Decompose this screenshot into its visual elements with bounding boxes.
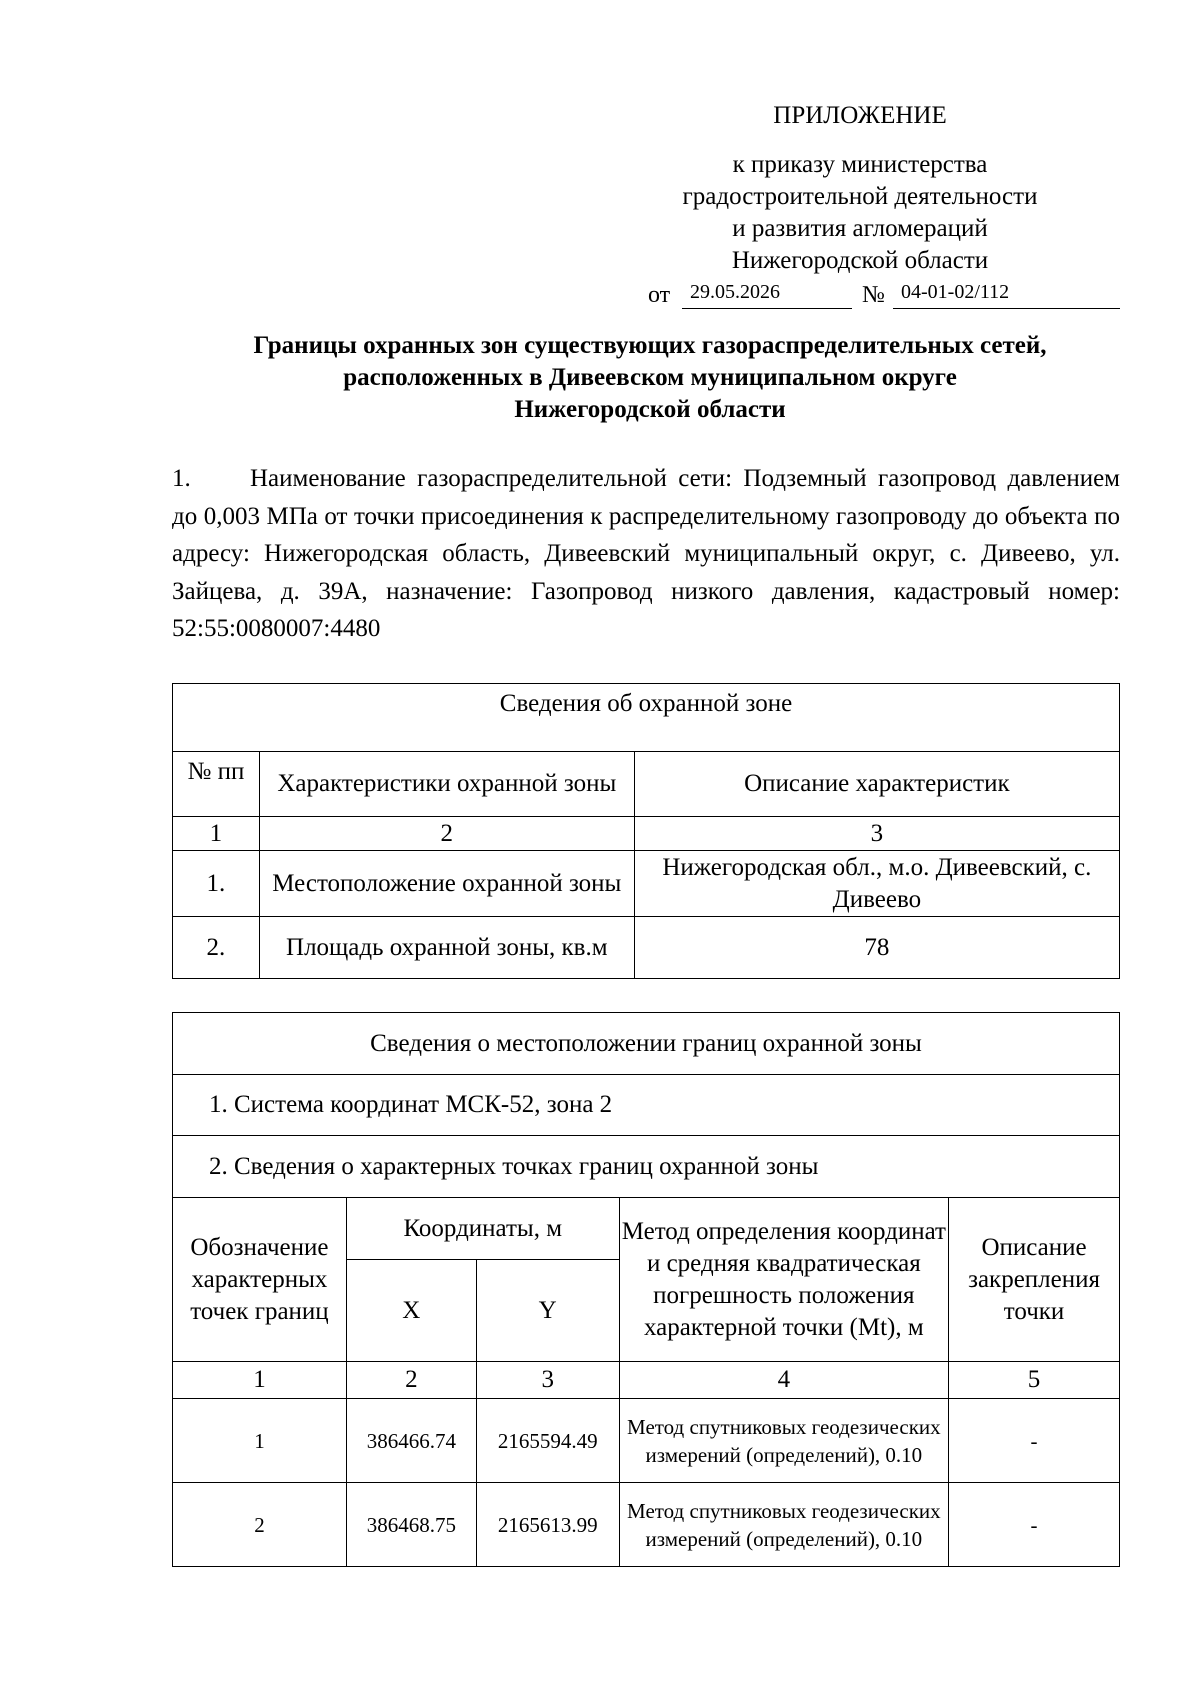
number-label: № bbox=[862, 282, 885, 308]
coords-table-caption: Сведения о местоположении границ охранной зоны bbox=[173, 1013, 1120, 1075]
point-method: Метод спутниковых геодезических измерений (определений), 0.10 bbox=[619, 1399, 948, 1483]
col-number-2: 2 bbox=[259, 817, 634, 851]
point-y: 2165594.49 bbox=[476, 1399, 619, 1483]
header-y: Y bbox=[476, 1260, 619, 1362]
col-number-5: 5 bbox=[949, 1362, 1120, 1399]
network-description bbox=[172, 460, 1120, 648]
order-date-value: 29.05.2026 bbox=[690, 281, 780, 303]
title-line-3: Нижегородской области bbox=[514, 396, 786, 423]
table-row bbox=[173, 1399, 1120, 1483]
header-index: № пп bbox=[173, 752, 260, 817]
table-row bbox=[173, 851, 1120, 917]
header-line-1: к приказу министерства bbox=[732, 151, 988, 178]
row-value: 78 bbox=[634, 917, 1119, 979]
header-line-3: и развития агломераций bbox=[732, 215, 988, 242]
zone-info-table bbox=[172, 683, 1120, 979]
coordinate-system: 1. Система координат МСК-52, зона 2 bbox=[173, 1075, 1120, 1136]
row-index: 1. bbox=[173, 851, 260, 917]
col-number-3: 3 bbox=[476, 1362, 619, 1399]
document-title bbox=[150, 330, 1150, 426]
point-description: - bbox=[949, 1399, 1120, 1483]
point-method: Метод спутниковых геодезических измерений (определений), 0.10 bbox=[619, 1483, 948, 1567]
col-number-3: 3 bbox=[634, 817, 1119, 851]
col-number-1: 1 bbox=[173, 1362, 347, 1399]
table-row bbox=[173, 1483, 1120, 1567]
point-x: 386466.74 bbox=[346, 1399, 476, 1483]
point-id: 2 bbox=[173, 1483, 347, 1567]
zone-table-caption: Сведения об охранной зоне bbox=[173, 684, 1120, 752]
header-characteristics: Характеристики охранной зоны bbox=[259, 752, 634, 817]
title-line-2: расположенных в Дивеевском муниципальном округе bbox=[343, 364, 957, 391]
header-line-2: градостроительной деятельности bbox=[682, 183, 1038, 210]
point-description: - bbox=[949, 1483, 1120, 1567]
row-value: Нижегородская обл., м.о. Дивеевский, с. Дивеево bbox=[634, 851, 1119, 917]
header-x: X bbox=[346, 1260, 476, 1362]
appendix-heading: ПРИЛОЖЕНИЕ bbox=[773, 102, 947, 129]
header-method: Метод определения координат и средняя квадратическая погрешность положения характерной точки (Mt), м bbox=[619, 1198, 948, 1362]
points-caption: 2. Сведения о характерных точках границ охранной зоны bbox=[173, 1136, 1120, 1198]
coordinates-table bbox=[172, 1012, 1120, 1567]
paragraph-number: 1. bbox=[172, 465, 191, 492]
header-fixing-description: Описание закрепления точки bbox=[949, 1198, 1120, 1362]
col-number-4: 4 bbox=[619, 1362, 948, 1399]
order-number-value: 04-01-02/112 bbox=[901, 281, 1010, 303]
row-name: Площадь охранной зоны, кв.м bbox=[259, 917, 634, 979]
table-row bbox=[173, 917, 1120, 979]
header-description: Описание характеристик bbox=[634, 752, 1119, 817]
order-date bbox=[682, 278, 852, 309]
header-line-4: Нижегородской области bbox=[731, 247, 989, 274]
row-name: Местоположение охранной зоны bbox=[259, 851, 634, 917]
from-label: от bbox=[648, 282, 671, 308]
paragraph-text: Наименование газораспределительной сети: Подземный газопровод давлением до 0,003 МПа от точки присоединения к распределительному газопроводу до объекта по адресу: Нижегородская область, Дивеевский муниципальный округ, с. Дивеево, ул. Зайцева, д. 39А, назначение: Газопровод низкого давления, кадастровый номер: 52:55:0080007:4480 bbox=[172, 465, 1120, 642]
point-x: 386468.75 bbox=[346, 1483, 476, 1567]
header-designation: Обозначение характерных точек границ bbox=[173, 1198, 347, 1362]
col-number-2: 2 bbox=[346, 1362, 476, 1399]
title-line-1: Границы охранных зон существующих газораспределительных сетей, bbox=[253, 332, 1047, 359]
col-number-1: 1 bbox=[173, 817, 260, 851]
order-number bbox=[893, 278, 1120, 309]
point-id: 1 bbox=[173, 1399, 347, 1483]
row-index: 2. bbox=[173, 917, 260, 979]
header-coordinates: Координаты, м bbox=[346, 1198, 619, 1260]
point-y: 2165613.99 bbox=[476, 1483, 619, 1567]
